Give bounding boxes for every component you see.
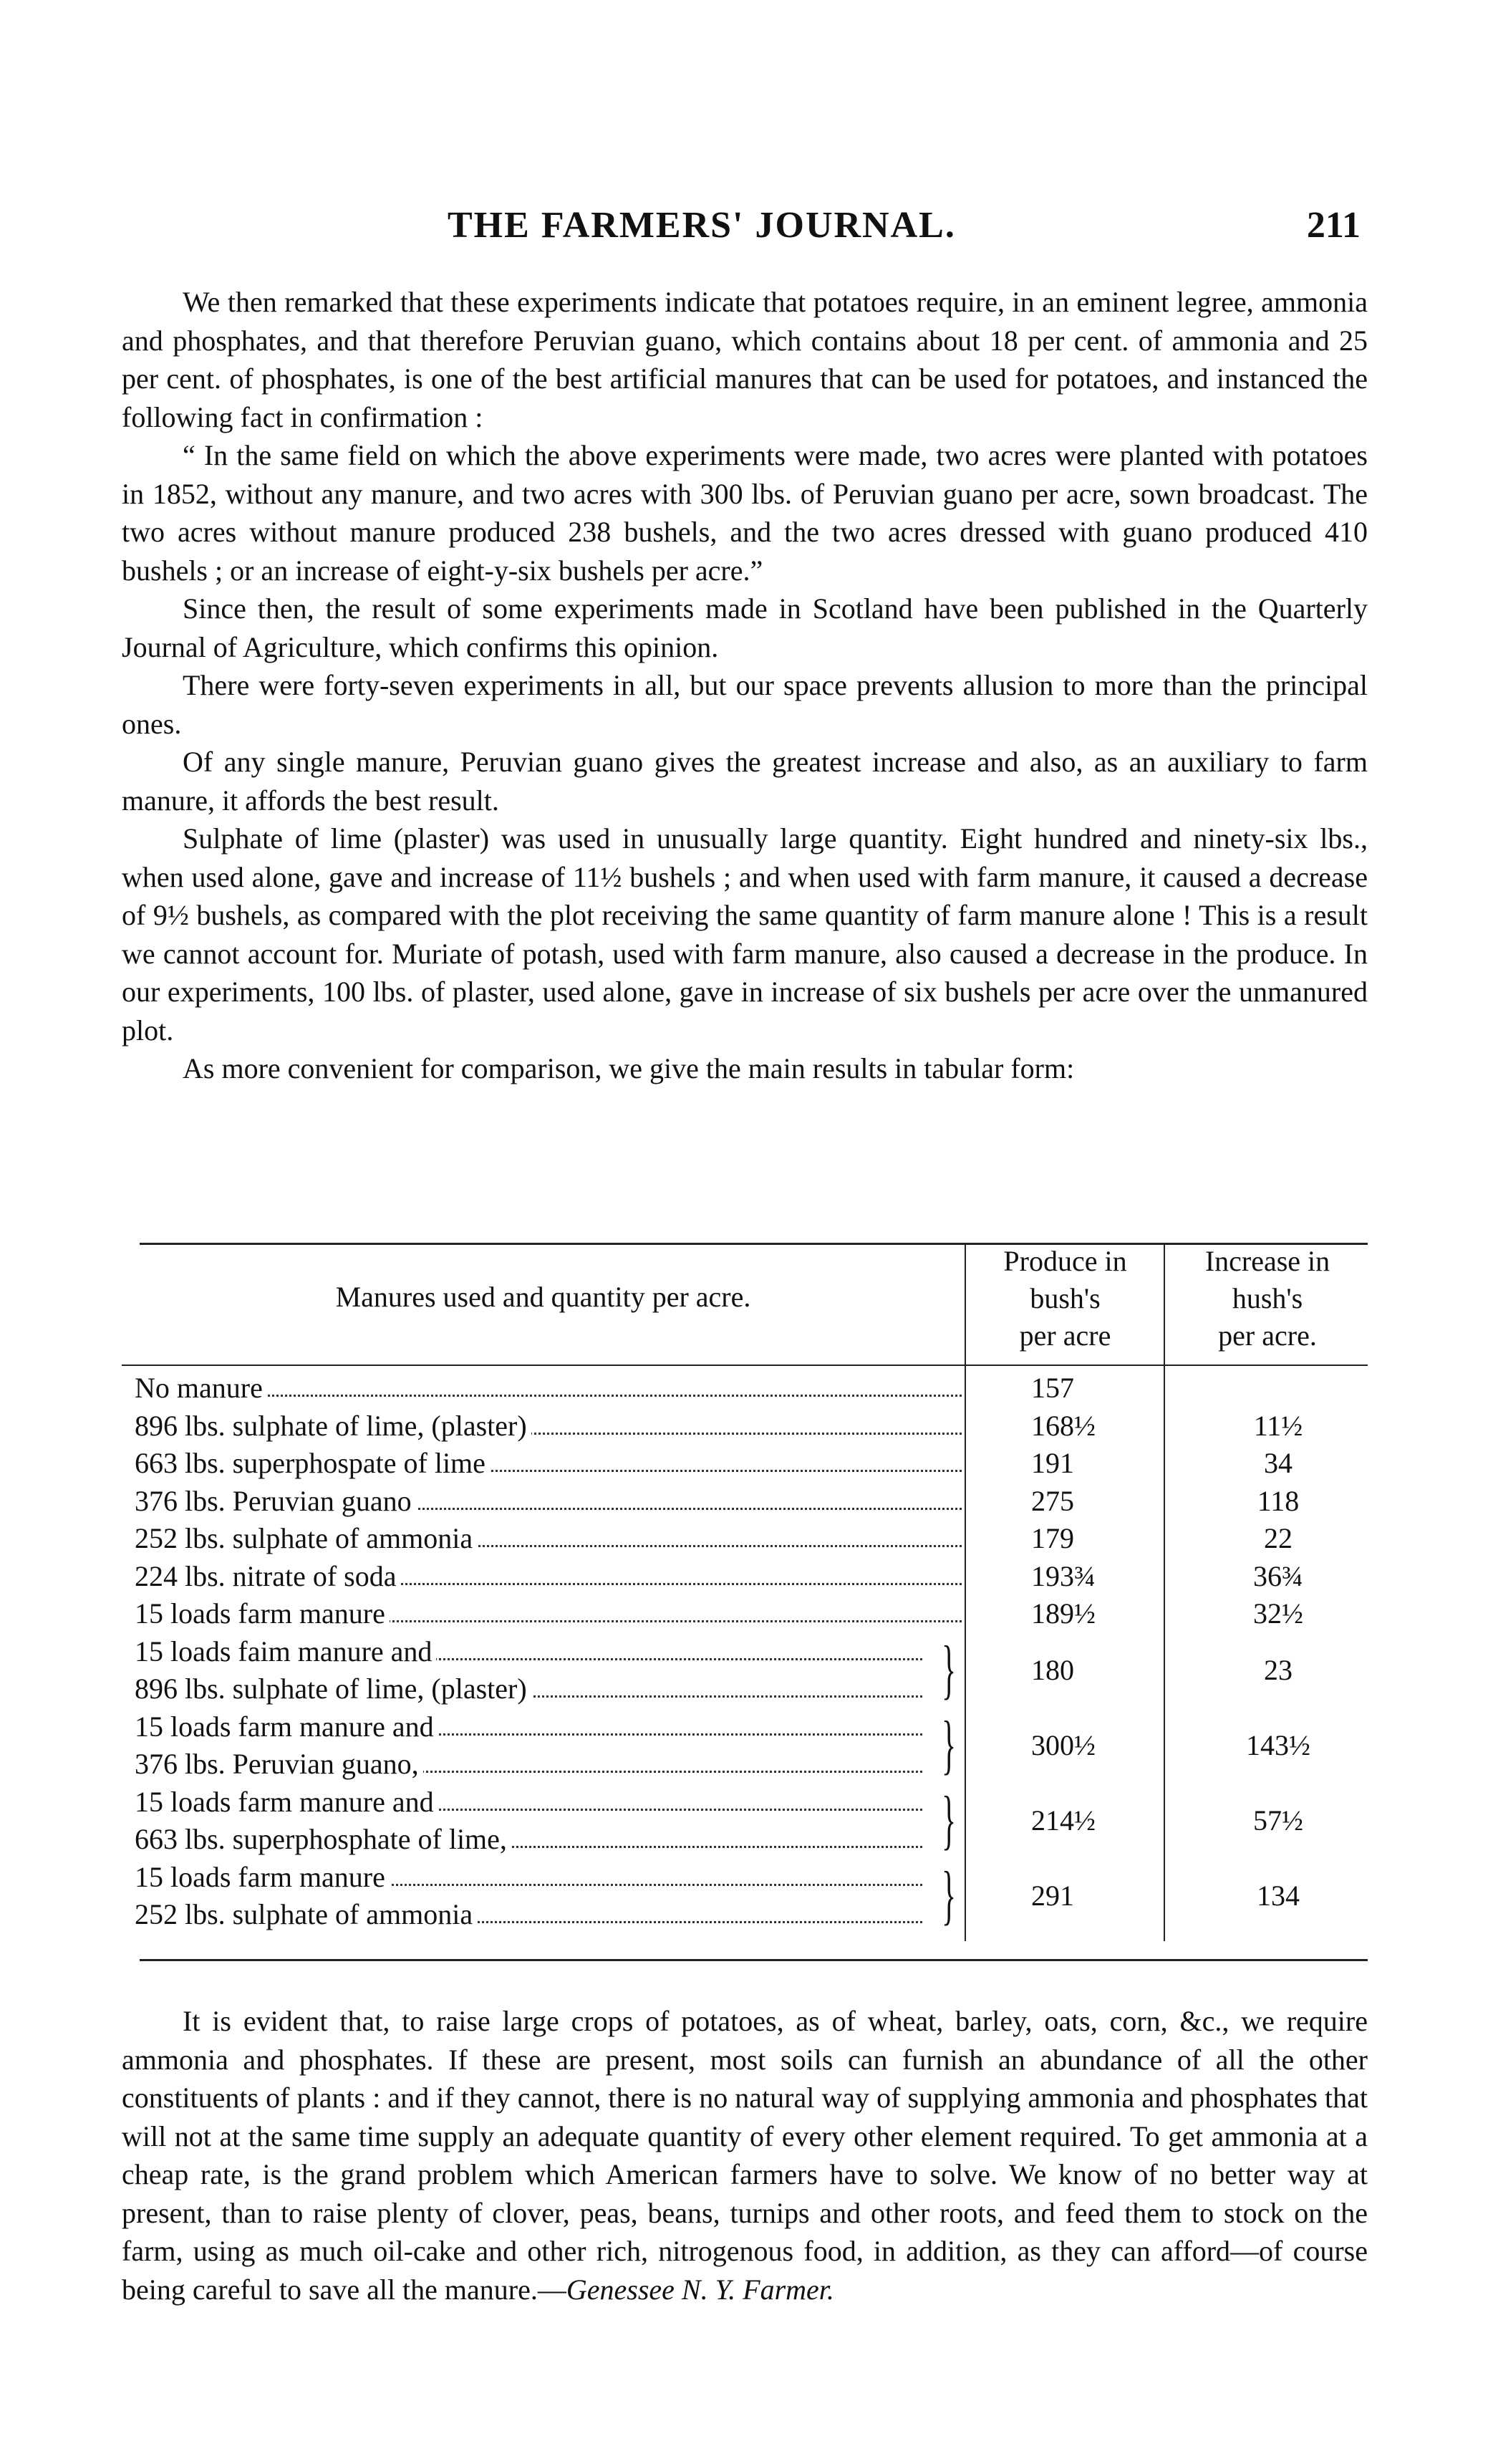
row-label: 252 lbs. sulphate of ammonia — [135, 1898, 477, 1930]
row-label: 376 lbs. Peruvian guano, — [135, 1748, 423, 1780]
produce-cell: 179 — [1031, 1522, 1074, 1554]
table-row — [122, 1407, 1368, 1445]
row-label: 896 lbs. sulphate of lime, (plaster) — [135, 1410, 531, 1442]
increase-cell: 118 — [1257, 1484, 1300, 1517]
increase-cell: 134 — [1257, 1879, 1300, 1912]
row-label: No manure — [135, 1372, 267, 1404]
row-label: 376 lbs. Peruvian guano — [135, 1485, 416, 1517]
combo-row-line — [122, 1633, 1368, 1670]
combo-row-line — [122, 1896, 1368, 1933]
row-label: 15 loads faim manure and — [135, 1635, 436, 1667]
header-produce: Produce in bush's per acre — [1003, 1245, 1127, 1352]
brace-icon: } — [942, 1707, 957, 1781]
combo-row-line — [122, 1784, 1368, 1821]
row-label: 252 lbs. sulphate of ammonia — [135, 1522, 477, 1554]
table-bottom-rule — [140, 1959, 1368, 1961]
paragraph: Sulphate of lime (plaster) was used in unusually large quantity. Eight hundred and ninety-six lbs., when used alone, gave and increase of 11½ bushels ; and when used with farm manure, it caused a decrease of 9½ bushels, as compared with the plot receiving the same quantity of farm manure alone ! This is a result we cannot account for. Muriate of potash, used with farm manure, also caused a decrease in the produce. In our experiments, 100 lbs. of plaster, used alone, gave in increase of six bushels per acre over the unmanured plot. — [122, 822, 1368, 1046]
produce-cell: 168½ — [1031, 1409, 1096, 1442]
paragraph-quote: “ In the same field on which the above experiments were made, two acres were planted with potatoes in 1852, without any manure, and two acres with 300 lbs. of Peruvian guano per acre, sown broadcast. The two acres without manure produced 238 bushels, and the two acres dressed with guano produced 410 bushels ; or an increase of eight-y-six bushels per acre.” — [122, 439, 1368, 587]
increase-cell: 22 — [1264, 1522, 1293, 1554]
increase-cell: 36¾ — [1253, 1559, 1303, 1592]
table-row — [122, 1595, 1368, 1632]
running-title: THE FARMERS' JOURNAL. — [448, 205, 956, 246]
paragraph: We then remarked that these experiments indicate that potatoes require, in an eminent legree, ammonia and phosphates, and that therefore Peruvian guano, which contains about 18 per cent. of ammonia and 25 per cent. of phosphates, is one of the best artificial manures that can be used for potatoes, and instanced the following fact in confirmation : — [122, 286, 1368, 433]
page-header — [122, 204, 1368, 254]
produce-cell: 291 — [1031, 1879, 1074, 1912]
row-label: 663 lbs. superphosphate of lime, — [135, 1823, 511, 1855]
table-row — [122, 1558, 1368, 1595]
combo-row-line — [122, 1746, 1368, 1783]
paragraph: There were forty-seven experiments in all, but our space prevents allusion to more than the principal ones. — [122, 669, 1368, 740]
header-manures: Manures used and quantity per acre. — [335, 1281, 751, 1313]
increase-cell: 34 — [1264, 1447, 1293, 1479]
table-row — [122, 1520, 1368, 1557]
row-label: 15 loads farm manure and — [135, 1786, 438, 1818]
produce-cell: 300½ — [1031, 1728, 1096, 1761]
increase-cell: 57½ — [1253, 1804, 1303, 1837]
brace-icon: } — [942, 1857, 957, 1931]
paragraph: Since then, the result of some experiments made in Scotland have been published in the Quarterly Journal of Agriculture, which confirms this opinion. — [122, 592, 1368, 663]
paragraph: Of any single manure, Peruvian guano gives the greatest increase and also, as an auxiliary to farm manure, it affords the best result. — [122, 746, 1368, 817]
signature: Genessee N. Y. Farmer. — [566, 2273, 834, 2306]
row-label: 224 lbs. nitrate of soda — [135, 1560, 401, 1592]
table-row — [122, 1370, 1368, 1407]
increase-cell: 11½ — [1253, 1409, 1303, 1442]
produce-cell: 191 — [1031, 1447, 1074, 1479]
increase-cell: 32½ — [1253, 1597, 1303, 1630]
row-label: 15 loads farm manure and — [135, 1710, 438, 1743]
increase-cell: 143½ — [1246, 1728, 1310, 1761]
table-row — [122, 1445, 1368, 1482]
page-number: 211 — [1306, 205, 1361, 246]
produce-cell: 189½ — [1031, 1597, 1096, 1630]
produce-cell: 180 — [1031, 1653, 1074, 1686]
table-row — [122, 1483, 1368, 1520]
row-label: 663 lbs. superphospate of lime — [135, 1447, 490, 1479]
brace-icon: } — [942, 1782, 957, 1856]
header-rule — [122, 1365, 1368, 1366]
produce-cell: 214½ — [1031, 1804, 1096, 1837]
body-text-bottom — [122, 2002, 1368, 2309]
combo-row-line — [122, 1670, 1368, 1708]
header-increase: Increase in hush's per acre. — [1204, 1245, 1330, 1352]
paragraph: It is evident that, to raise large crops of potatoes, as of wheat, barley, oats, corn, &c., we require ammonia and phosphates. If these are present, most soils can furnish an abundance of all the other constituents of plants : and if they cannot, there is no natural way of supplying ammonia and phosphates that will not at the same time supply an adequate quantity of every other element required. To get ammonia at a cheap rate, is the grand problem which American farmers have to solve. We know of no better way at present, than to raise plenty of clover, peas, beans, turnips and other roots, and feed them to stock on the farm, using as much oil-cake and other rich, nitrogenous food, in addition, as they can afford—of course being careful to save all the manure.— — [122, 2005, 1368, 2306]
results-table — [122, 1243, 1368, 1959]
combo-row-line — [122, 1821, 1368, 1858]
row-label: 896 lbs. sulphate of lime, (plaster) — [135, 1673, 531, 1705]
combo-row-line — [122, 1708, 1368, 1746]
produce-cell: 157 — [1031, 1372, 1074, 1404]
paragraph: As more convenient for comparison, we give the main results in tabular form: — [183, 1052, 1075, 1084]
produce-cell: 193¾ — [1031, 1559, 1096, 1592]
body-text-top — [122, 283, 1368, 1088]
produce-cell: 275 — [1031, 1484, 1074, 1517]
combo-row-line — [122, 1859, 1368, 1896]
row-label: 15 loads farm manure — [135, 1861, 390, 1893]
increase-cell: 23 — [1264, 1653, 1293, 1686]
row-label: 15 loads farm manure — [135, 1597, 390, 1630]
brace-icon: } — [942, 1632, 957, 1705]
